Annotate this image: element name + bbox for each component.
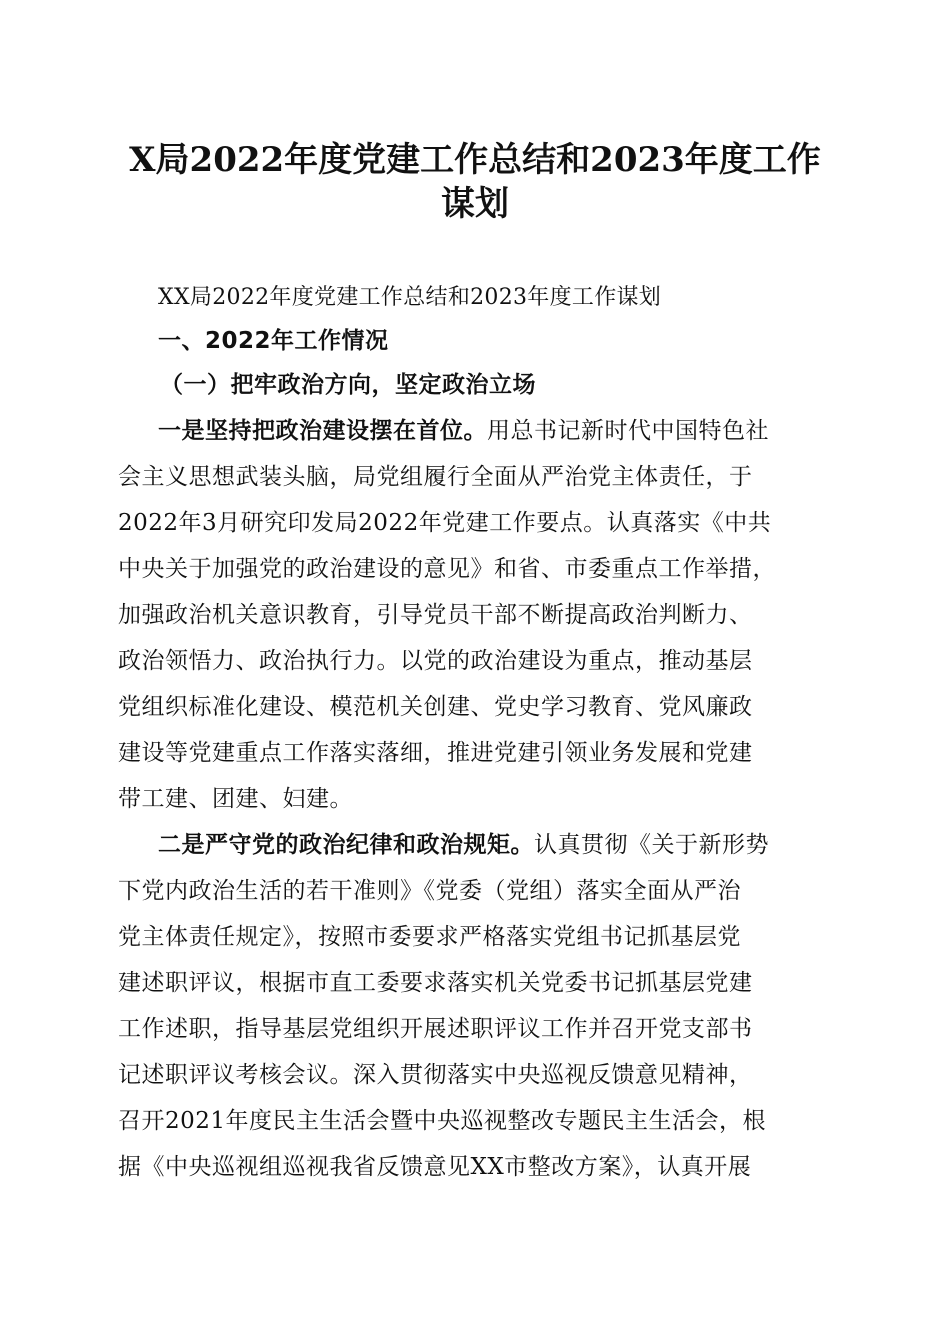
paragraph-2-line: 据《中央巡视组巡视我省反馈意见XX市整改方案》，认真开展 (118, 1154, 752, 1180)
paragraph-1-line: 2022年3月研究印发局2022年党建工作要点。认真落实《中共 (118, 510, 772, 536)
paragraph-2-line: 建述职评议，根据市直工委要求落实机关党委书记抓基层党建 (118, 970, 753, 996)
paragraph-2-line: 工作述职，指导基层党组织开展述职评议工作并召开党支部书 (118, 1016, 753, 1042)
paragraph-1-text: 用总书记新时代中国特色社 (487, 418, 769, 444)
paragraph-1-line: 政治领悟力、政治执行力。以党的政治建设为重点，推动基层 (118, 648, 753, 674)
paragraph-2-line (158, 830, 769, 860)
section-heading: 一、2022年工作情况 (158, 328, 389, 354)
paragraph-1-line: 建设等党建重点工作落实落细，推进党建引领业务发展和党建 (118, 740, 753, 766)
paragraph-2-lead: 二是严守党的政治纪律和政治规矩。 (158, 831, 534, 858)
subsection-heading: （一）把牢政治方向，坚定政治立场 (160, 371, 536, 398)
document-title-line-2: 谋划 (441, 184, 509, 224)
paragraph-1-line (158, 416, 769, 446)
paragraph-1-line: 会主义思想武装头脑，局党组履行全面从严治党主体责任，于 (118, 464, 753, 490)
paragraph-2-line: 下党内政治生活的若干准则》《党委（党组）落实全面从严治 (118, 878, 741, 904)
paragraph-2-line: 党主体责任规定》，按照市委要求严格落实党组书记抓基层党 (118, 924, 741, 950)
paragraph-1-line: 加强政治机关意识教育，引导党员干部不断提高政治判断力、 (118, 602, 753, 628)
paragraph-1-lead: 一是坚持把政治建设摆在首位。 (158, 417, 487, 444)
paragraph-2-line: 召开2021年度民主生活会暨中央巡视整改专题民主生活会，根 (118, 1108, 767, 1134)
paragraph-2-line: 记述职评议考核会议。深入贯彻落实中央巡视反馈意见精神， (118, 1062, 753, 1088)
paragraph-1-line: 带工建、团建、妇建。 (118, 786, 353, 812)
document-title-line-1: X局2022年度党建工作总结和2023年度工作 (129, 140, 821, 180)
document-subtitle: XX局2022年度党建工作总结和2023年度工作谋划 (158, 285, 662, 310)
paragraph-1-line: 党组织标准化建设、模范机关创建、党史学习教育、党风廉政 (118, 694, 753, 720)
paragraph-2-text: 认真贯彻《关于新形势 (534, 832, 769, 858)
paragraph-1-line: 中央关于加强党的政治建设的意见》和省、市委重点工作举措， (118, 556, 776, 582)
